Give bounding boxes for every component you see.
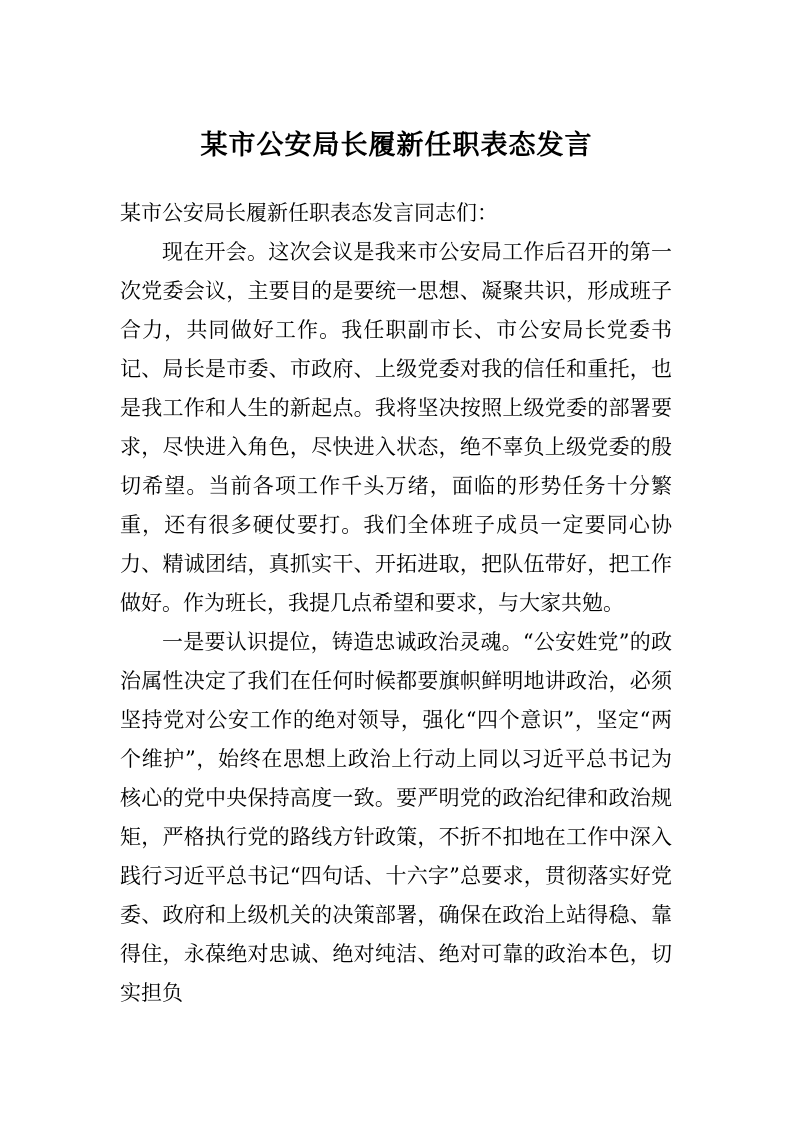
paragraph-point-one: 一是要认识提位，铸造忠诚政治灵魂。“公安姓党”的政治属性决定了我们在任何时候都要旗帜鲜明地讲政治，必须坚持党对公安工作的绝对领导，强化“四个意识”，坚定“两个维护”，始终在思想上政治上行动上同以习近平总书记为核心的党中央保持高度一致。要严明党的政治纪律和政治规矩，严格执行党的路线方针政策，不折不扣地在工作中深入践行习近平总书记“四句话、十六字”总要求，贯彻落实好党委、政府和上级机关的决策部署，确保在政治上站得稳、靠得住，永葆绝对忠诚、绝对纯洁、绝对可靠的政治本色，切实担负 — [120, 630, 672, 1005]
document-title: 某市公安局长履新任职表态发言 — [200, 130, 593, 161]
document-body — [120, 194, 672, 1013]
salutation: 某市公安局长履新任职表态发言同志们： — [120, 201, 498, 225]
paragraph-opening: 现在开会。这次会议是我来市公安局工作后召开的第一次党委会议，主要目的是要统一思想、凝聚共识，形成班子合力，共同做好工作。我任职副市长、市公安局长党委书记、局长是市委、市政府、上级党委对我的信任和重托，也是我工作和人生的新起点。我将坚决按照上级党委的部署要求，尽快进入角色，尽快进入状态，绝不辜负上级党委的殷切希望。当前各项工作千头万绪，面临的形势任务十分繁重，还有很多硬仗要打。我们全体班子成员一定要同心协力、精诚团结，真抓实干、开拓进取，把队伍带好，把工作做好。作为班长，我提几点希望和要求，与大家共勉。 — [120, 240, 672, 615]
